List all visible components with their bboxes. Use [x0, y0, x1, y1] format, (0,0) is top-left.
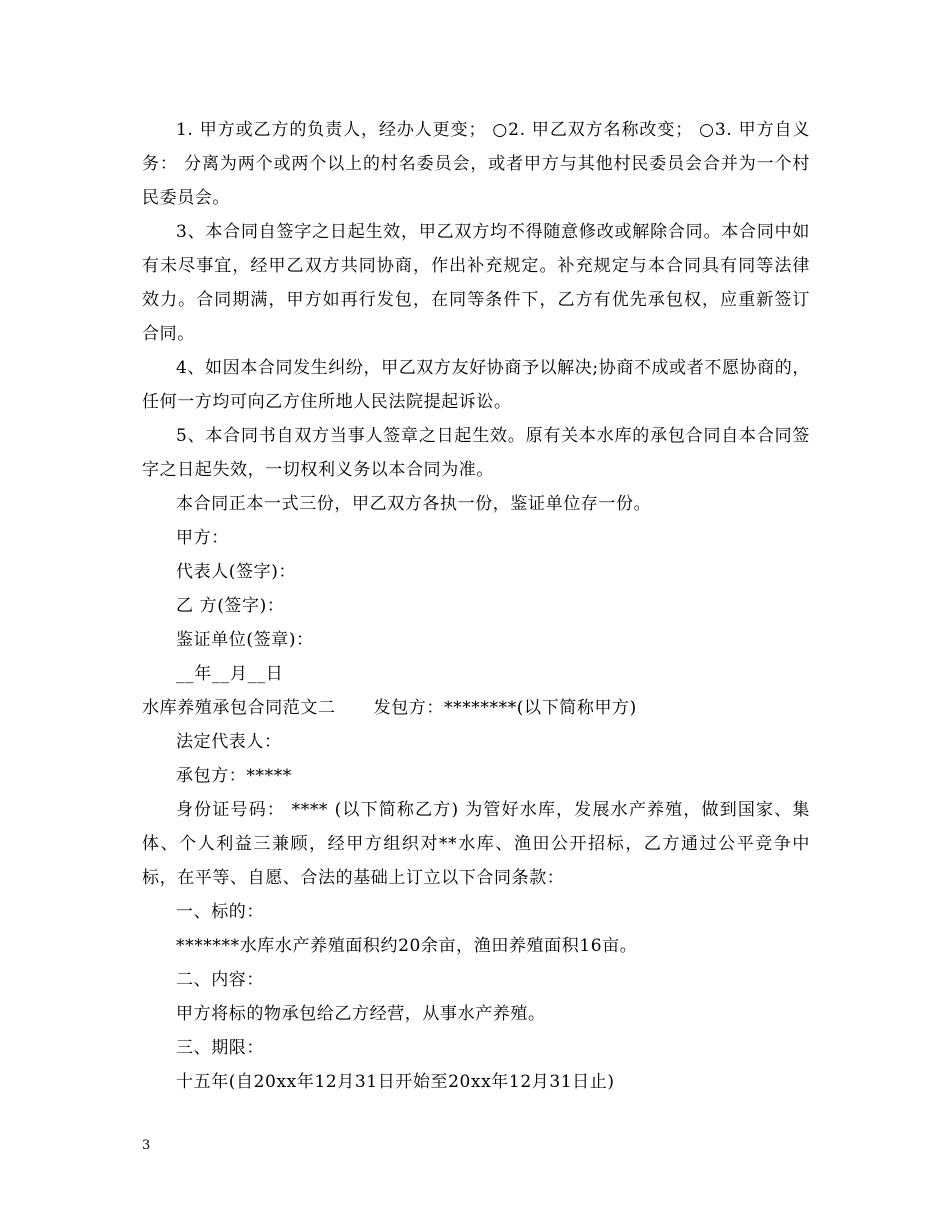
issuer-line: 发包方：********(以下简称甲方): [373, 698, 637, 718]
party-a-line: 甲方：: [176, 528, 229, 548]
second-contract-title: 水库养殖承包合同范文二: [142, 698, 336, 718]
document-body: [142, 113, 810, 1099]
section-subject-text: *******水库水产养殖面积约20余亩，渔田养殖面积16亩。: [176, 936, 638, 956]
party-b-signature-line: 乙 方(签字)：: [176, 596, 285, 616]
section-term-heading: 三、期限：: [176, 1038, 264, 1058]
clause-change-conditions: 1. 甲方或乙方的负责人，经办人更变； ○2. 甲乙双方名称改变； ○3. 甲方自义务： 分离为两个或两个以上的村名委员会，或者甲方与其他村民委员会合并为一个村民委员会。: [142, 120, 810, 208]
legal-representative-line: 法定代表人：: [176, 732, 282, 752]
second-contract-heading: [142, 691, 810, 725]
section-content-heading: 二、内容：: [176, 970, 264, 990]
representative-signature-line: 代表人(签字)：: [176, 562, 297, 582]
witness-unit-seal-line: 鉴证单位(签章)：: [176, 630, 314, 650]
clause-disputes: 4、如因本合同发生纠纷，甲乙双方友好协商予以解决;协商不成或者不愿协商的，任何一方均可向乙方住所地人民法院提起诉讼。: [142, 358, 810, 412]
page-number: 3: [142, 1138, 151, 1153]
section-subject-heading: 一、标的：: [176, 902, 264, 922]
clause-copies: 本合同正本一式三份，甲乙双方各执一份，鉴证单位存一份。: [176, 494, 652, 514]
id-number-paragraph: 身份证号码： **** (以下简称乙方) 为管好水库，发展水产养殖，做到国家、集体、个人利益三兼顾，经甲方组织对**水库、渔田公开招标，乙方通过公平竞争中标，在平等、自愿、合法的基础上订立以下合同条款：: [142, 800, 810, 888]
section-term-text: 十五年(自20xx年12月31日开始至20xx年12月31日止): [176, 1072, 615, 1092]
clause-effectiveness: 3、本合同自签字之日起生效，甲乙双方均不得随意修改或解除合同。本合同中如有未尽事宜，经甲乙双方共同协商，作出补充规定。补充规定与本合同具有同等法律效力。合同期满，甲方如再行发包，在同等条件下，乙方有优先承包权，应重新签订合同。: [142, 222, 810, 344]
clause-validity: 5、本合同书自双方当事人签章之日起生效。原有关本水库的承包合同自本合同签字之日起失效，一切权利义务以本合同为准。: [142, 426, 810, 480]
date-line: __年__月__日: [176, 664, 284, 684]
contractor-line: 承包方：*****: [176, 766, 292, 786]
section-content-text: 甲方将标的物承包给乙方经营，从事水产养殖。: [176, 1004, 546, 1024]
